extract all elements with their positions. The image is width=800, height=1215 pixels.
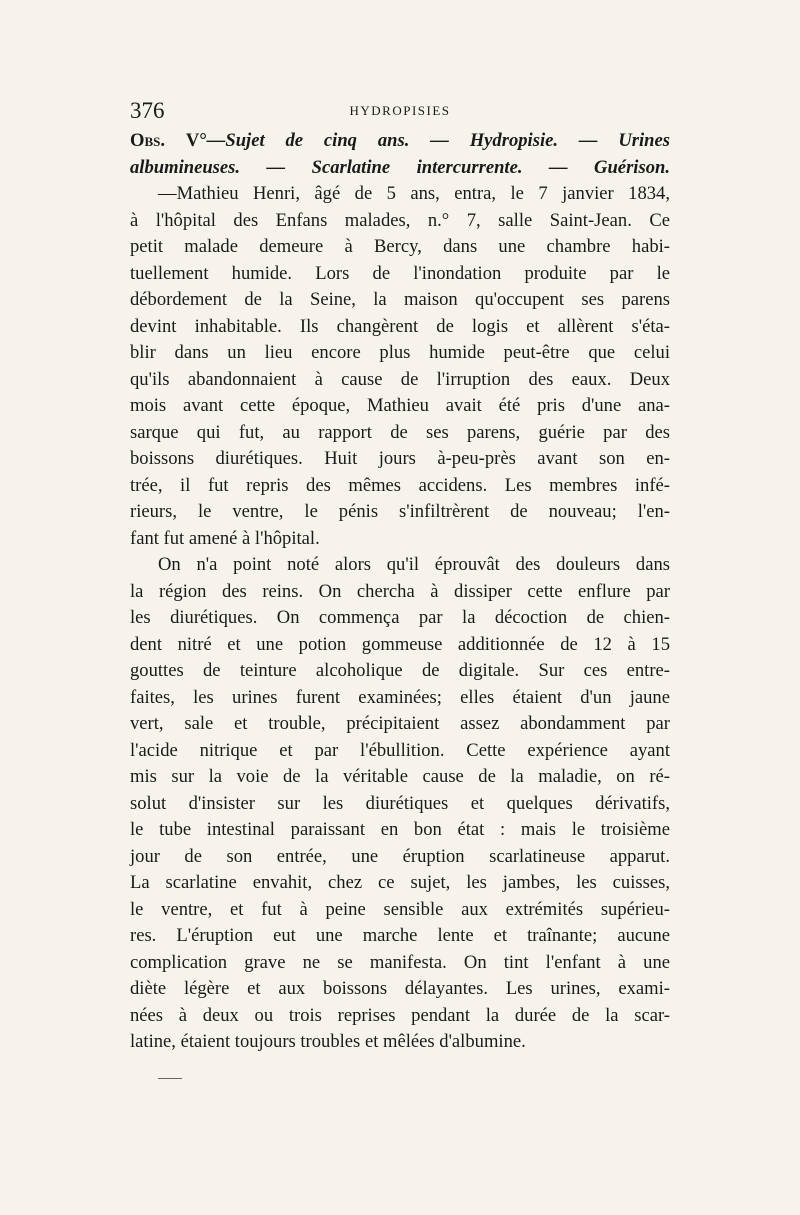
text-line: nées à deux ou trois reprises pendant la durée de la scar-: [130, 1004, 670, 1026]
text-line: l'acide nitrique et par l'ébullition. Cette expérience ayant: [130, 739, 670, 761]
text-line: latine, étaient toujours troubles et mêlées d'albumine.: [130, 1031, 526, 1052]
running-head: [130, 97, 670, 125]
text-line: sarque qui fut, au rapport de ses parens, guérie par des: [130, 421, 670, 443]
text-line: La scarlatine envahit, chez ce sujet, les jambes, les cuisses,: [130, 872, 670, 893]
observation-label: Obs.: [130, 130, 166, 151]
text-line: blir dans un lieu encore plus humide peut-être que celui: [130, 342, 670, 363]
text-line: dent nitré et une potion gommeuse additionnée de 12 à 15: [130, 633, 670, 655]
text-line: diète légère et aux boissons délayantes. Les urines, exami-: [130, 978, 670, 999]
observation-heading-line-2: albumineuses. — Scarlatine intercurrente. — Guérison.: [130, 156, 670, 178]
text-line: petit malade demeure à Bercy, dans une chambre habi-: [130, 236, 670, 257]
observation-heading-rest: —Sujet de cinq ans. — Hydropisie. — Urines: [206, 130, 670, 151]
text-line: les diurétiques. On commença par la décoction de chien-: [130, 607, 670, 628]
text-line: à l'hôpital des Enfans malades, n.° 7, salle Saint-Jean. Ce: [130, 209, 670, 231]
text-line: solut d'insister sur les diurétiques et quelques dérivatifs,: [130, 792, 670, 814]
text-line: complication grave ne se manifesta. On tint l'enfant à une: [130, 951, 670, 973]
text-line: fant fut amené à l'hôpital.: [130, 527, 320, 549]
footer-dash: [158, 1078, 182, 1079]
page-number: 376: [130, 98, 165, 123]
text-line: gouttes de teinture alcoholique de digitale. Sur ces entre-: [130, 660, 670, 681]
observation-heading-line-1: [130, 128, 670, 155]
body-text: [130, 128, 670, 1056]
text-line: débordement de la Seine, la maison qu'occupent ses parens: [130, 289, 670, 310]
text-line: res. L'éruption eut une marche lente et traînante; aucune: [130, 925, 670, 946]
text-line: faites, les urines furent examinées; elles étaient d'un jaune: [130, 686, 670, 708]
text-line: mois avant cette époque, Mathieu avait été pris d'une ana-: [130, 395, 670, 416]
text-line: boissons diurétiques. Huit jours à-peu-près avant son en-: [130, 448, 670, 469]
text-line: rieurs, le ventre, le pénis s'infiltrèrent de nouveau; l'en-: [130, 501, 670, 522]
text-line: tuellement humide. Lors de l'inondation produite par le: [130, 262, 670, 284]
text-line: —Mathieu Henri, âgé de 5 ans, entra, le 7 janvier 1834,: [158, 183, 670, 204]
text-line: mis sur la voie de la véritable cause de la maladie, on ré-: [130, 766, 670, 787]
text-line: devint inhabitable. Ils changèrent de logis et allèrent s'éta-: [130, 315, 670, 337]
running-title: HYDROPISIES: [349, 103, 451, 118]
paragraph-1: [130, 181, 670, 552]
text-line: On n'a point noté alors qu'il éprouvât des douleurs dans: [158, 554, 670, 575]
text-line: le tube intestinal paraissant en bon état : mais le troisième: [130, 819, 670, 840]
paragraph-2: [130, 552, 670, 1056]
text-line: vert, sale et trouble, précipitaient assez abondamment par: [130, 713, 670, 734]
text-line: qu'ils abandonnaient à cause de l'irruption des eaux. Deux: [130, 368, 670, 390]
text-line: la région des reins. On chercha à dissiper cette enflure par: [130, 580, 670, 602]
text-line: trée, il fut repris des mêmes accidens. Les membres infé-: [130, 474, 670, 496]
text-line: le ventre, et fut à peine sensible aux extrémités supérieu-: [130, 898, 670, 920]
observation-number: V°: [185, 130, 207, 151]
text-line: jour de son entrée, une éruption scarlatineuse apparut.: [130, 845, 670, 867]
